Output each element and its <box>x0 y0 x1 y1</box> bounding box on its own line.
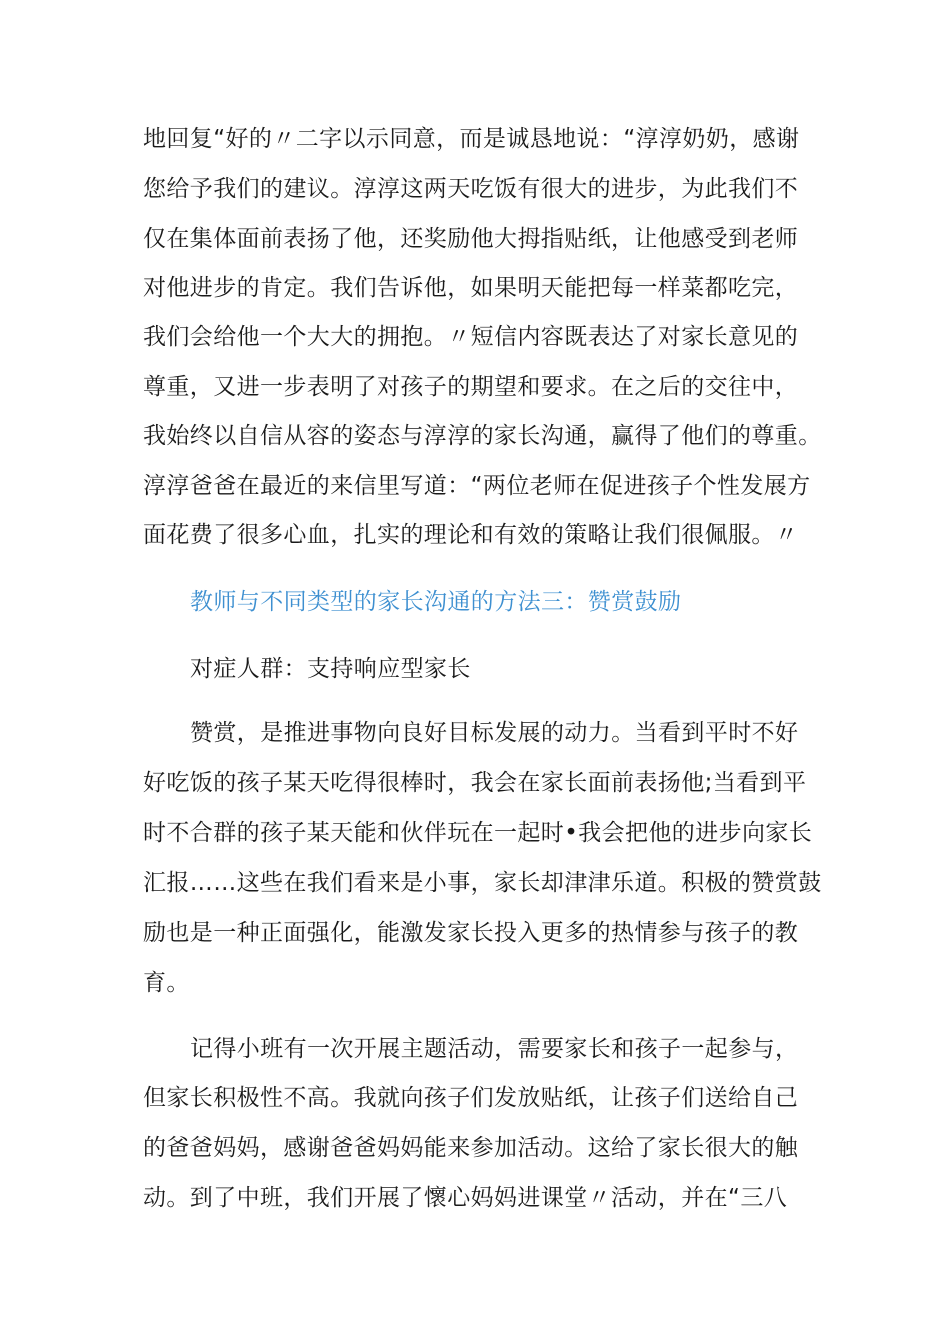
text-line: 我们会给他一个大大的拥抱。〃短信内容既表达了对家长意见的 <box>143 324 799 350</box>
text-line: 尊重，又进一步表明了对孩子的期望和要求。在之后的交往中， <box>143 374 799 400</box>
text-line: 记得小班有一次开展主题活动，需要家长和孩子一起参与， <box>190 1036 799 1062</box>
text-line: 仅在集体面前表扬了他，还奖励他大拇指贴纸，让他感受到老师 <box>143 226 799 252</box>
text-line: 汇报……这些在我们看来是小事，家长却津津乐道。积极的赞赏鼓 <box>143 870 822 896</box>
text-line: 动。到了中班，我们开展了懷心妈妈进课堂〃活动，并在“三八 <box>143 1185 788 1211</box>
text-line: 面花费了很多心血，扎实的理论和有效的策略让我们很佩服。〃 <box>143 522 799 548</box>
text-line: 您给予我们的建议。淳淳这两天吃饭有很大的进步，为此我们不 <box>143 176 799 202</box>
text-line: 好吃饭的孩子某天吃得很棒时，我会在家长面前表扬他;当看到平 <box>143 770 807 796</box>
text-line: 的爸爸妈妈，感谢爸爸妈妈能来参加活动。这给了家长很大的触 <box>143 1135 799 1161</box>
text-line: 育。 <box>143 970 190 996</box>
text-line: 地回复“好的〃二字以示同意，而是诚恳地说：“淳淳奶奶，感谢 <box>143 126 800 152</box>
target-group-label: 对症人群：支持响应型家长 <box>190 656 471 682</box>
text-line: 励也是一种正面强化，能激发家长投入更多的热情参与孩子的教 <box>143 920 799 946</box>
text-line: 我始终以自信从容的姿态与淳淳的家长沟通，赢得了他们的尊重。 <box>143 423 822 449</box>
text-line: 对他进步的肯定。我们告诉他，如果明天能把每一样菜都吃完， <box>143 275 799 301</box>
text-line: 淳淳爸爸在最近的来信里写道：“两位老师在促进孩子个性发展方 <box>143 473 811 499</box>
text-line: 但家长积极性不高。我就向孩子们发放贴纸，让孩子们送给自己 <box>143 1085 799 1111</box>
text-line: 赞赏，是推进事物向良好目标发展的动力。当看到平时不好 <box>190 720 799 746</box>
text-line: 时不合群的孩子某天能和伙伴玩在一起时•我会把他的进步向家长 <box>143 820 813 846</box>
section-heading: 教师与不同类型的家长沟通的方法三：赞赏鼓励 <box>190 589 682 615</box>
